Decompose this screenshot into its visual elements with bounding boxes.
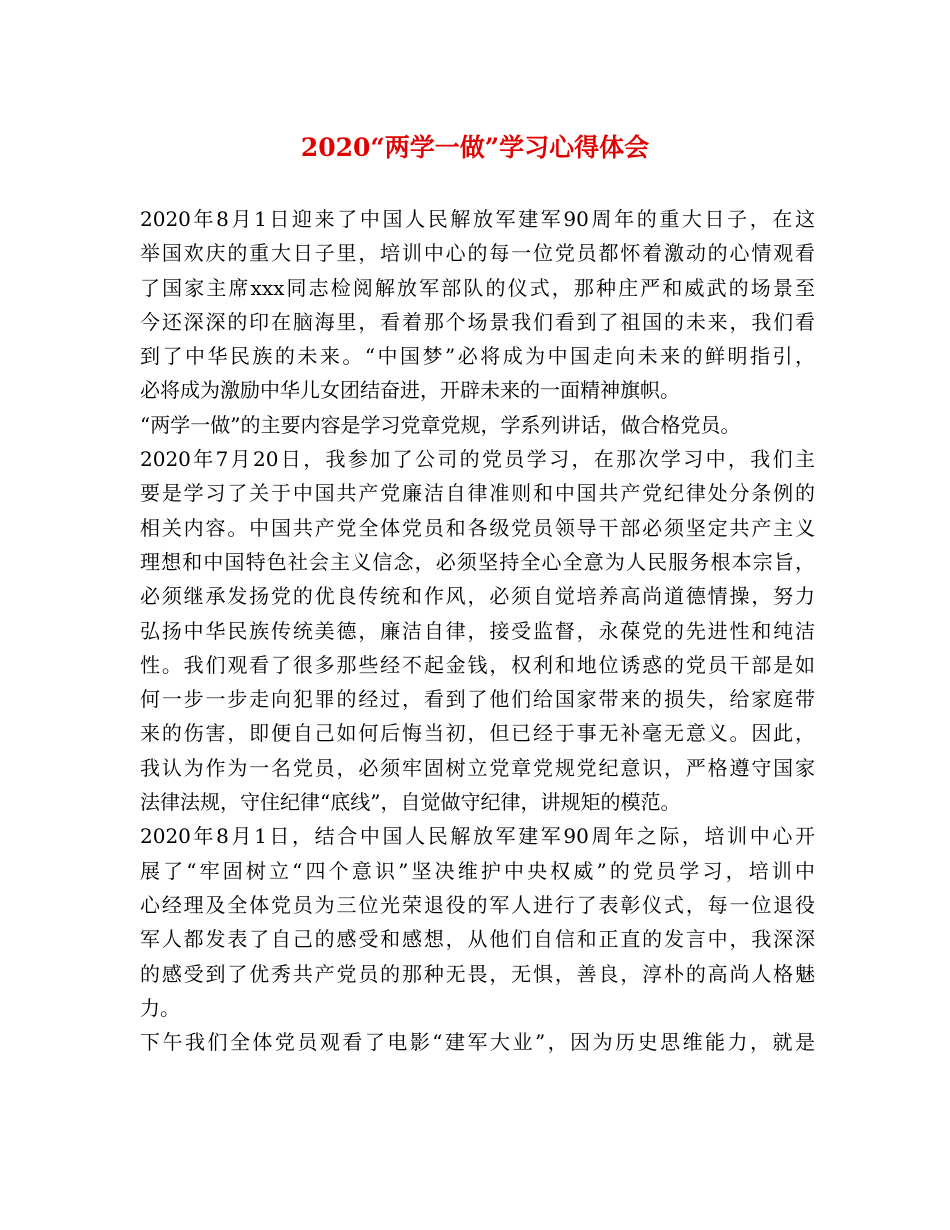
text-line: 要是学习了关于中国共产党廉洁自律准则和中国共产党纪律处分条例的: [140, 481, 815, 506]
text-line: 力。: [140, 995, 180, 1020]
text-line: 相关内容。中国共产党全体党员和各级党员领导干部必须坚定共产主义: [140, 515, 815, 540]
document-body: [140, 202, 815, 1059]
text-line: 我认为作为一名党员，必须牢固树立党章党规党纪意识，严格遵守国家: [140, 755, 815, 780]
text-line: 了国家主席xxx同志检阅解放军部队的仪式，那种庄严和威武的场景至: [140, 275, 815, 300]
text-line: 性。我们观看了很多那些经不起金钱，权利和地位诱惑的党员干部是如: [140, 652, 815, 677]
text-line: 必将成为激励中华儿女团结奋进，开辟未来的一面精神旗帜。: [140, 378, 680, 403]
text-line: 法律法规，守住纪律“底线”，自觉做守纪律，讲规矩的模范。: [140, 790, 681, 815]
text-line: 今还深深的印在脑海里，看着那个场景我们看到了祖国的未来，我们看: [140, 309, 815, 334]
text-line: 2020年8月1日，结合中国人民解放军建军90周年之际，培训中心开: [140, 824, 815, 849]
text-line: 必须继承发扬党的优良传统和作风，必须自觉培养高尚道德情操，努力: [140, 584, 815, 609]
text-line: 弘扬中华民族传统美德，廉洁自律，接受监督，永葆党的先进性和纯洁: [140, 618, 815, 643]
document-title: 2020“两学一做”学习心得体会: [300, 133, 650, 162]
text-line: 心经理及全体党员为三位光荣退役的军人进行了表彰仪式，每一位退役: [140, 892, 815, 917]
text-line: 下午我们全体党员观看了电影“建军大业”，因为历史思维能力，就是: [140, 1030, 815, 1055]
text-line: 来的伤害，即便自己如何后悔当初，但已经于事无补毫无意义。因此，: [140, 721, 815, 746]
text-line: 举国欢庆的重大日子里，培训中心的每一位党员都怀着激动的心情观看: [140, 241, 815, 266]
text-line: 军人都发表了自己的感受和感想，从他们自信和正直的发言中，我深深: [140, 927, 815, 952]
text-line: 何一步一步走向犯罪的经过，看到了他们给国家带来的损失，给家庭带: [140, 687, 815, 712]
text-line: “两学一做”的主要内容是学习党章党规，学系列讲话，做合格党员。: [140, 412, 741, 437]
text-line: 的感受到了优秀共产党员的那种无畏，无惧，善良，淳朴的高尚人格魅: [140, 961, 815, 986]
text-line: 2020年7月20日，我参加了公司的党员学习，在那次学习中，我们主: [140, 447, 815, 472]
text-line: 2020年8月1日迎来了中国人民解放军建军90周年的重大日子，在这: [140, 207, 815, 231]
text-line: 展了“牢固树立“四个意识”坚决维护中央权威”的党员学习，培训中: [140, 858, 815, 883]
text-line: 理想和中国特色社会主义信念，必须坚持全心全意为人民服务根本宗旨，: [140, 549, 815, 574]
text-line: 到了中华民族的未来。“中国梦”必将成为中国走向未来的鲜明指引，: [140, 344, 815, 369]
